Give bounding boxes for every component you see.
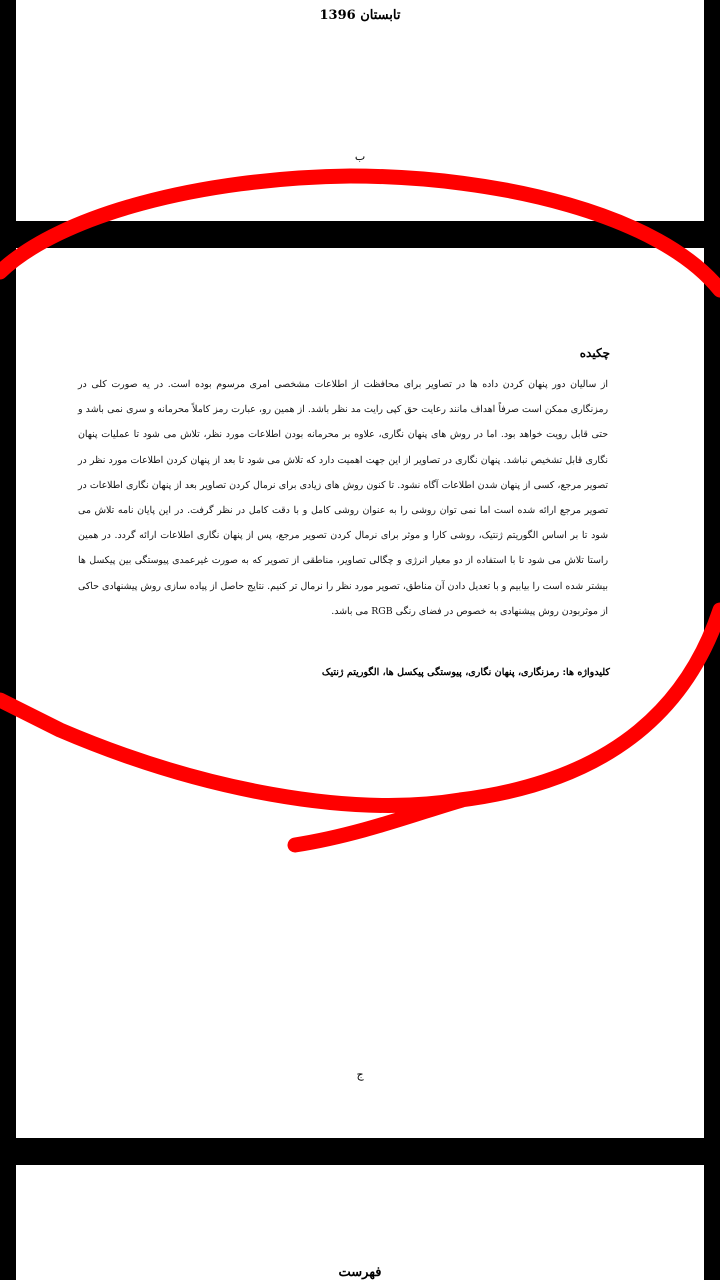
- toc-title: فهرست: [338, 1265, 382, 1280]
- season-header: تابستان 1396: [319, 8, 401, 23]
- page-1: [16, 0, 704, 221]
- page-2: [16, 248, 704, 1138]
- keywords: کلیدواژه ها: رمزنگاری، پنهان نگاری، پیوستگی پیکسل ها، الگوریتم ژنتیک: [321, 667, 610, 678]
- abstract-title: چکیده: [579, 346, 610, 360]
- page-number: ب: [354, 150, 366, 163]
- page-number: ج: [356, 1068, 364, 1081]
- page-3: [16, 1165, 704, 1280]
- abstract-body: از سالیان دور پنهان کردن داده ها در تصاویر برای محافظت از اطلاعات مشخصی امری مرسوم بوده است. در یه صورت کلی در رمزنگاری ممکن است صرفاً اهداف مانند رعایت حق کپی رایت مد نظر باشد. از همین رو، عبارت رمز کاملاً محرمانه و سری نمی باشد و حتی قابل رویت خواهد بود. اما در روش های پنهان نگاری، علاوه بر محرمانه بودن اطلاعات مورد نظر، تلاش می شود تا عملیات پنهان نگاری قابل تشخیص نباشد. پنهان نگاری در تصاویر از این جهت اهمیت دارد که تلاش می شود تا بعد از پنهان کردن اطلاعات مورد نظر در تصویر مرجع، کسی از پنهان شدن اطلاعات آگاه نشود. تا کنون روش های زیادی برای نرمال کردن تصاویر بعد از پنهان نگاری اطلاعات در تصویر مرجع ارائه شده است اما نمی توان روشی را به عنوان روشی کامل و با دقت کامل در نظر گرفت. در این پایان نامه تلاش می شود تا بر اساس الگوریتم ژنتیک، روشی کارا و موثر برای نرمال کردن تصویر مرجع، پس از پنهان نگاری اطلاعات ارائه گردد. در همین راستا تلاش می شود تا با استفاده از دو معیار انرژی و چگالی تصاویر، مناطقی از تصویر که به صورت غیرعمدی پیوستگی بین پیکسل ها بیشتر شده است را بیابیم و با تعدیل دادن آن مناطق، تصویر مورد نظر را نرمال تر کنیم. نتایج حاصل از پیاده سازی روش پیشنهادی حاکی از موثربودن روش پیشنهادی به خصوص در فضای رنگی RGB می باشد.: [78, 379, 608, 617]
